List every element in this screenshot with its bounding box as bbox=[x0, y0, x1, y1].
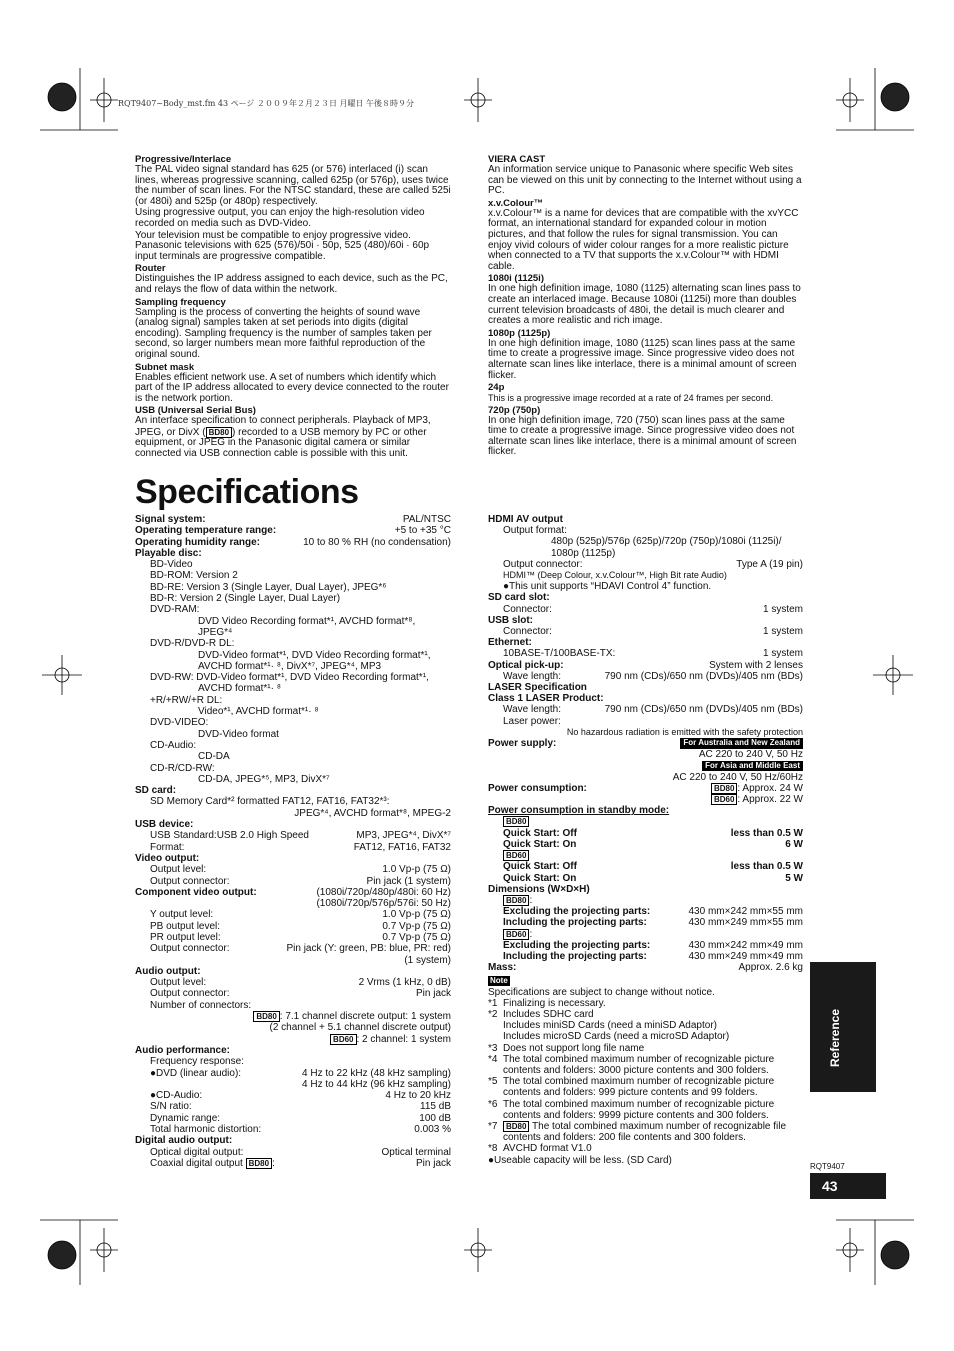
spec-row: Excluding the projecting parts: 430 mm×242 mm×49 mm bbox=[503, 939, 803, 951]
spec-line bbox=[488, 760, 803, 771]
footnote-cont: Includes microSD Cards (need a microSD Adaptor) bbox=[503, 1031, 730, 1043]
glossary-entry bbox=[135, 405, 451, 459]
glossary-text bbox=[135, 416, 451, 459]
spec-line: AC 220 to 240 V, 50 Hz/60Hz bbox=[672, 771, 803, 783]
spec-row: Optical digital output: Optical terminal bbox=[150, 1146, 451, 1158]
footnote: *7 BD80 The total combined maximum number of recognizable file contents and folders: 200 file contents and 300 folders. bbox=[488, 1120, 787, 1144]
spec-row: Output connector: Pin jack (1 system) bbox=[150, 875, 451, 887]
footnote: *2 Includes SDHC card bbox=[488, 1008, 594, 1020]
spec-row: Including the projecting parts: 430 mm×249 mm×49 mm bbox=[503, 950, 803, 962]
glossary-text: Using progressive output, you can enjoy the high-resolution video recorded on media such as DVD-Video. bbox=[135, 207, 425, 229]
model-badge: BD80 bbox=[503, 816, 529, 827]
spec-row: Output level: 1.0 Vp-p (75 Ω) bbox=[150, 864, 451, 876]
spec-row: Power consumption: BD80 : Approx. 24 W bbox=[488, 782, 803, 794]
spec-line: Frequency response: bbox=[150, 1056, 244, 1068]
footnote-cont: Includes miniSD Cards (need a miniSD Adaptor) bbox=[503, 1020, 717, 1032]
spec-line: DVD-Video format bbox=[198, 728, 279, 740]
spec-line: DVD-RW: DVD-Video format*¹, DVD Video Recording format*¹, bbox=[150, 672, 429, 684]
spec-line: BD-ROM: Version 2 bbox=[150, 570, 238, 582]
glossary-text: In one high definition image, 1080 (1125) scan lines pass at the same time to create a progressive image. Since progressive video does not alternate scan lines like interlace, there is a minimal amount of screen flicker. bbox=[488, 337, 797, 381]
spec-row: ●DVD (linear audio): 4 Hz to 22 kHz (48 kHz sampling) bbox=[150, 1067, 451, 1079]
spec-row: Quick Start: On 5 W bbox=[503, 872, 803, 884]
spec-line: DVD-VIDEO: bbox=[150, 717, 209, 729]
model-badge: BD80 bbox=[503, 895, 529, 906]
spec-line: CD-R/CD-RW: bbox=[150, 762, 215, 774]
spec-row: Wave length: 790 nm (CDs)/650 nm (DVDs)/405 nm (BDs) bbox=[503, 704, 803, 716]
spec-heading: Ethernet: bbox=[488, 637, 532, 649]
model-badge: BD60 bbox=[711, 794, 737, 805]
spec-line: HDMI™ (Deep Colour, x.v.Colour™, High Bit rate Audio) bbox=[503, 570, 727, 581]
file-header: RQT9407~Body_mst.fm 43 ページ ２００９年２月２３日 月曜日 午後８時９分 bbox=[118, 99, 415, 108]
glossary-text: Sampling is the process of converting the heights of sound wave (analog signal) samples taken at set periods into digits (digital encoding). Sampling frequency is the number of samples taken per second, so larger numbers mean more faithful reproduction of the original sound. bbox=[135, 306, 432, 360]
spec-row: Output level: 2 Vrms (1 kHz, 0 dB) bbox=[150, 977, 451, 989]
spec-row: Operating temperature range: +5 to +35 °C bbox=[135, 525, 451, 537]
spec-row: Excluding the projecting parts: 430 mm×242 mm×55 mm bbox=[503, 906, 803, 918]
spec-line: BD60 : bbox=[488, 929, 803, 940]
spec-line: Number of connectors: bbox=[150, 999, 252, 1011]
spec-heading: Class 1 LASER Product: bbox=[488, 693, 604, 705]
spec-row: Format: FAT12, FAT16, FAT32 bbox=[150, 841, 451, 853]
spec-line: DVD-Video format*¹, DVD Video Recording format*¹, bbox=[198, 649, 431, 661]
model-badge: BD80 bbox=[246, 1158, 272, 1169]
spec-line: 4 Hz to 44 kHz (96 kHz sampling) bbox=[302, 1078, 451, 1090]
glossary-left bbox=[135, 154, 451, 461]
model-badge: BD80 bbox=[711, 783, 737, 794]
spec-line: Laser power: bbox=[503, 715, 561, 727]
spec-row: S/N ratio: 115 dB bbox=[150, 1101, 451, 1113]
model-badge: BD80 bbox=[253, 1011, 279, 1022]
spec-row: PR output level: 0.7 Vp-p (75 Ω) bbox=[150, 931, 451, 943]
glossary-text: Your television must be compatible to enjoy progressive video. Panasonic televisions with 625 (576)/50i · 50p, 525 (480)/60i · 60p input terminals are progressive compatible. bbox=[135, 229, 430, 262]
spec-heading: SD card: bbox=[135, 785, 177, 797]
reference-tab-label: Reference bbox=[828, 1008, 842, 1067]
glossary-entry bbox=[488, 198, 804, 273]
specs-left bbox=[135, 514, 451, 1169]
glossary-entry bbox=[488, 328, 804, 381]
spec-row: Total harmonic distortion: 0.003 % bbox=[150, 1124, 451, 1136]
spec-heading: Video output: bbox=[135, 852, 200, 864]
spec-line: CD-DA, JPEG*⁵, MP3, DivX*⁷ bbox=[198, 773, 330, 785]
page-title: Specifications bbox=[135, 473, 359, 511]
spec-row: Output connector: Pin jack bbox=[150, 988, 451, 1000]
footnote: *5 The total combined maximum number of recognizable picture contents and folders: 999 picture contents and 99 folders. bbox=[488, 1076, 775, 1099]
spec-heading: SD card slot: bbox=[488, 592, 550, 604]
spec-row: Y output level: 1.0 Vp-p (75 Ω) bbox=[150, 909, 451, 921]
spec-line: DVD-RAM: bbox=[150, 604, 200, 616]
spec-line bbox=[488, 816, 803, 827]
glossary-entry bbox=[488, 154, 804, 197]
spec-row: 10BASE-T/100BASE-TX: 1 system bbox=[503, 648, 803, 660]
glossary-entry bbox=[488, 273, 804, 326]
spec-line: ●This unit supports “HDAVI Control 4” function. bbox=[503, 581, 712, 593]
spec-row: Quick Start: Off less than 0.5 W bbox=[503, 861, 803, 873]
spec-line: AC 220 to 240 V, 50 Hz bbox=[698, 749, 803, 761]
spec-line: BD-Video bbox=[150, 559, 193, 571]
spec-line: CD-Audio: bbox=[150, 739, 197, 751]
spec-line: (2 channel + 5.1 channel discrete output) bbox=[269, 1022, 451, 1034]
spec-line: JPEG*⁴ bbox=[198, 626, 233, 638]
spec-row: Quick Start: On 6 W bbox=[503, 838, 803, 850]
glossary-term: USB (Universal Serial Bus) bbox=[135, 405, 256, 417]
glossary-term: 24p bbox=[488, 382, 505, 394]
footnote: *4 The total combined maximum number of recognizable picture contents and folders: 3000 picture contents and 300 folders. bbox=[488, 1053, 775, 1076]
glossary-text: In one high definition image, 1080 (1125) alternating scan lines pass to create an interlaced image. Because 1080i (1125i) more than doubles current television broadcasts of 480i, the detail is much clearer and creates a more realistic and rich image. bbox=[488, 283, 801, 327]
spec-line: Output format: bbox=[503, 525, 567, 537]
glossary-entry bbox=[135, 362, 451, 405]
footnote-sd: ●Useable capacity will be less. (SD Card) bbox=[488, 1154, 672, 1166]
region-badge: For Asia and Middle East bbox=[702, 761, 803, 771]
spec-row: Wave length: 790 nm (CDs)/650 nm (DVDs)/405 nm (BDs) bbox=[503, 670, 803, 682]
spec-heading: Audio output: bbox=[135, 965, 201, 977]
note-text: Specifications are subject to change without notice. bbox=[488, 986, 715, 998]
footnote: *3 Does not support long file name bbox=[488, 1042, 645, 1054]
spec-row: Quick Start: Off less than 0.5 W bbox=[503, 827, 803, 839]
usb-text-pre: An interface specification to connect peripherals. Playback of MP3, JPEG, or DivX ( bbox=[135, 415, 431, 438]
glossary-text: Distinguishes the IP address assigned to each device, such as the PC, and relays the flow of data within the network. bbox=[135, 273, 448, 295]
spec-line: AVCHD format*¹· ⁸, DivX*⁷, JPEG*⁴, MP3 bbox=[198, 660, 382, 672]
spec-line: 1080p (1125p) bbox=[551, 547, 616, 559]
model-badge: BD80 bbox=[503, 1121, 529, 1132]
glossary-term: Sampling frequency bbox=[135, 296, 226, 308]
spec-row: Connector: 1 system bbox=[503, 626, 803, 638]
spec-row: Including the projecting parts: 430 mm×249 mm×55 mm bbox=[503, 917, 803, 929]
model-badge: BD80 bbox=[206, 427, 232, 438]
spec-row: Output connector: Type A (19 pin) bbox=[503, 558, 803, 570]
spec-row: Coaxial digital output BD80 : Pin jack bbox=[150, 1157, 451, 1169]
spec-line: DVD Video Recording format*¹, AVCHD format*⁸, bbox=[198, 615, 416, 627]
spec-heading: Audio performance: bbox=[135, 1044, 231, 1056]
spec-heading: LASER Specification bbox=[488, 682, 587, 694]
spec-line: BD60 : Approx. 22 W bbox=[488, 794, 803, 805]
spec-line: (1080i/720p/576p/576i: 50 Hz) bbox=[316, 898, 451, 910]
spec-row: Dynamic range: 100 dB bbox=[150, 1112, 451, 1124]
spec-heading: USB slot: bbox=[488, 614, 533, 626]
glossary-text: x.v.Colour™ is a name for devices that are compatible with the xvYCC format, an international standard for expanded colour in motion pictures, and that follow the rules for signal transmission. You can enjoy vivid colours of wider colour ranges for a more realistic picture when connected to a TV that supports the x.v.Colour™ with HDMI cable. bbox=[488, 207, 799, 272]
region-badge: For Australia and New Zealand bbox=[680, 738, 803, 749]
reference-tab bbox=[810, 962, 876, 1092]
glossary-entry bbox=[135, 154, 451, 262]
glossary-text: The PAL video signal standard has 625 (or 576) interlaced (i) scan lines, whereas progressive scanning, called 625p (or 576p), uses twice the number of scan lines. For the NTSC standard, these are called 525i (or 480i) and 525p (or 480p) respectively. bbox=[135, 164, 451, 207]
glossary-term: VIERA CAST bbox=[488, 154, 546, 165]
glossary-term: Subnet mask bbox=[135, 361, 195, 373]
spec-line: BD-R: Version 2 (Single Layer, Dual Layer) bbox=[150, 593, 341, 605]
spec-line: BD80 : bbox=[488, 895, 803, 906]
spec-row: Signal system: PAL/NTSC bbox=[135, 514, 451, 525]
glossary-text: This is a progressive image recorded at a rate of 24 frames per second. bbox=[488, 393, 774, 404]
spec-row: ●CD-Audio: 4 Hz to 20 kHz bbox=[150, 1090, 451, 1102]
footnote: *8 AVCHD format V1.0 bbox=[488, 1143, 592, 1155]
usb-text-post: ) recorded to a USB memory by PC or other equipment, or JPEG in the Panasonic digital camera or similar connected via USB connection cable is possible with this unit. bbox=[135, 426, 427, 460]
spec-heading: USB device: bbox=[135, 819, 194, 831]
footnote: *1 Finalizing is necessary. bbox=[488, 997, 606, 1009]
spec-heading: Playable disc: bbox=[135, 547, 202, 559]
glossary-text: Enables efficient network use. A set of numbers which identify which part of the IP address allocated to every device connected to the router is the network portion. bbox=[135, 371, 449, 404]
doc-code: RQT9407 bbox=[810, 1162, 845, 1171]
spec-line: Video*¹, AVCHD format*¹· ⁸ bbox=[198, 706, 319, 718]
model-badge: BD60 bbox=[330, 1034, 356, 1045]
spec-line: +R/+RW/+R DL: bbox=[150, 694, 223, 706]
glossary-text: An information service unique to Panasonic where specific Web sites can be viewed on this unit by connecting to the Internet without using a PC. bbox=[488, 164, 802, 197]
specs-right bbox=[488, 514, 803, 1166]
glossary-entry bbox=[488, 382, 804, 404]
spec-line: 480p (525p)/576p (625p)/720p (750p)/1080i (1125i)/ bbox=[551, 536, 782, 548]
spec-row: PB output level: 0.7 Vp-p (75 Ω) bbox=[150, 920, 451, 932]
spec-heading: Digital audio output: bbox=[135, 1135, 233, 1147]
glossary-entry bbox=[135, 263, 451, 295]
spec-heading: Power consumption in standby mode: bbox=[488, 805, 670, 817]
model-badge: BD60 bbox=[503, 850, 529, 861]
glossary-term: Progressive/Interlace bbox=[135, 154, 232, 165]
spec-row: Operating humidity range: 10 to 80 % RH (no condensation) bbox=[135, 536, 451, 548]
footnote: *6 The total combined maximum number of recognizable picture contents and folders: 9999 picture contents and 300 folders. bbox=[488, 1098, 775, 1121]
spec-line: BD-RE: Version 3 (Single Layer, Dual Layer), JPEG*⁶ bbox=[150, 581, 387, 593]
spec-line: DVD-R/DVD-R DL: bbox=[150, 638, 235, 650]
spec-heading: HDMI AV output bbox=[488, 514, 563, 525]
spec-row: Connector: 1 system bbox=[503, 603, 803, 615]
glossary-term: x.v.Colour™ bbox=[488, 197, 544, 209]
glossary-entry bbox=[135, 297, 451, 361]
glossary-term: 720p (750p) bbox=[488, 404, 541, 416]
spec-row: Output connector: Pin jack (Y: green, PB: blue, PR: red) bbox=[150, 943, 451, 955]
spec-row: Component video output: (1080i/720p/480p/480i: 60 Hz) bbox=[135, 886, 451, 898]
glossary-text: In one high definition image, 720 (750) scan lines pass at the same time to create a progressive image. Since progressive video does not alternate scan lines like interlace, there is a minimal amount of screen flicker. bbox=[488, 414, 797, 458]
note-label: Note bbox=[490, 976, 508, 986]
spec-line: JPEG*⁴, AVCHD format*⁸, MPEG-2 bbox=[294, 807, 451, 819]
spec-row: Mass: Approx. 2.6 kg bbox=[488, 962, 803, 974]
glossary-term: Router bbox=[135, 263, 166, 275]
spec-row: USB Standard:USB 2.0 High Speed MP3, JPEG*⁴, DivX*⁷ bbox=[150, 830, 451, 842]
spec-line: CD-DA bbox=[198, 751, 230, 763]
spec-line: No hazardous radiation is emitted with the safety protection bbox=[566, 726, 803, 737]
spec-line: (1 system) bbox=[404, 954, 451, 966]
glossary-term: 1080p (1125p) bbox=[488, 327, 551, 339]
glossary-right bbox=[488, 154, 804, 459]
spec-line: SD Memory Card*² formatted FAT12, FAT16, FAT32*³: bbox=[150, 796, 390, 808]
spec-heading: Dimensions (W×D×H) bbox=[488, 883, 590, 895]
page-number: 43 bbox=[810, 1173, 886, 1199]
spec-row: Power supply: For Australia and New Zealand bbox=[488, 738, 803, 749]
glossary-term: 1080i (1125i) bbox=[488, 273, 544, 285]
glossary-entry bbox=[488, 405, 804, 458]
spec-line: AVCHD format*¹· ⁸ bbox=[198, 683, 281, 695]
spec-line: BD60 : 2 channel: 1 system bbox=[135, 1034, 451, 1045]
spec-row: Optical pick-up: System with 2 lenses bbox=[488, 659, 803, 671]
spec-line bbox=[488, 850, 803, 861]
model-badge: BD60 bbox=[503, 929, 529, 940]
spec-line: BD80 : 7.1 channel discrete output: 1 system bbox=[135, 1011, 451, 1022]
